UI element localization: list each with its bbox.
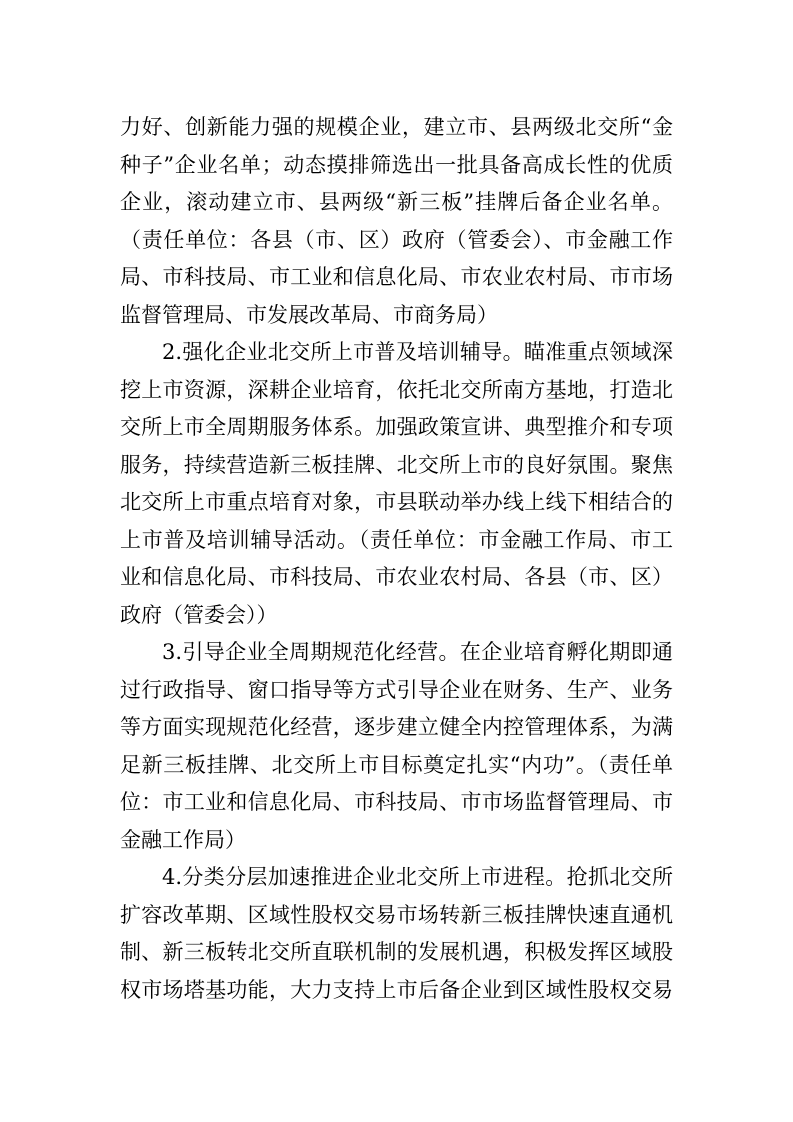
text-line: 4.分类分层加速推进企业北交所上市进程。抢抓北交所 (162, 865, 673, 889)
text-line: 局、市科技局、市工业和信息化局、市农业农村局、市市场 (120, 265, 673, 289)
text-line: 2.强化企业北交所上市普及培训辅导。瞄准重点领域深 (162, 340, 673, 364)
text-line: 制、新三板转北交所直联机制的发展机遇，积极发挥区域股 (120, 940, 673, 964)
text-line: 力好、创新能力强的规模企业，建立市、县两级北交所“金 (120, 115, 673, 139)
text-line: 监督管理局、市发展改革局、市商务局） (120, 302, 498, 327)
paragraph-continuation (120, 109, 673, 334)
paragraph-item-2 (120, 334, 673, 634)
text-line: 3.引导企业全周期规范化经营。在企业培育孵化期即通 (162, 640, 673, 664)
text-line: 等方面实现规范化经营，逐步建立健全内控管理体系，为满 (120, 715, 673, 739)
text-line: 种子”企业名单；动态摸排筛选出一批具备高成长性的优质 (120, 152, 673, 177)
text-line: 业和信息化局、市科技局、市农业农村局、各县（市、区） (120, 565, 673, 589)
text-line: 足新三板挂牌、北交所上市目标奠定扎实“内功”。（责任单 (120, 752, 673, 777)
text-line: 企业，滚动建立市、县两级“新三板”挂牌后备企业名单。 (120, 190, 673, 214)
document-page (120, 109, 673, 1009)
text-line: 扩容改革期、区域性股权交易市场转新三板挂牌快速直通机 (120, 902, 673, 927)
text-line: 权市场塔基功能，大力支持上市后备企业到区域性股权交易 (120, 977, 673, 1002)
text-line: 政府（管委会）） (120, 602, 278, 627)
text-line: 北交所上市重点培育对象，市县联动举办线上线下相结合的 (120, 490, 673, 514)
text-line: 过行政指导、窗口指导等方式引导企业在财务、生产、业务 (120, 677, 673, 702)
text-line: 金融工作局） (120, 827, 246, 852)
text-line: 挖上市资源，深耕企业培育，依托北交所南方基地，打造北 (120, 377, 673, 402)
paragraph-item-4 (120, 859, 673, 1009)
text-line: 位：市工业和信息化局、市科技局、市市场监督管理局、市 (120, 790, 673, 814)
text-line: 上市普及培训辅导活动。（责任单位：市金融工作局、市工 (120, 527, 673, 552)
text-line: 服务，持续营造新三板挂牌、北交所上市的良好氛围。聚焦 (120, 452, 673, 477)
text-line: 交所上市全周期服务体系。加强政策宣讲、典型推介和专项 (120, 415, 673, 439)
text-line: （责任单位：各县（市、区）政府（管委会）、市金融工作 (120, 227, 673, 252)
paragraph-item-3 (120, 634, 673, 859)
